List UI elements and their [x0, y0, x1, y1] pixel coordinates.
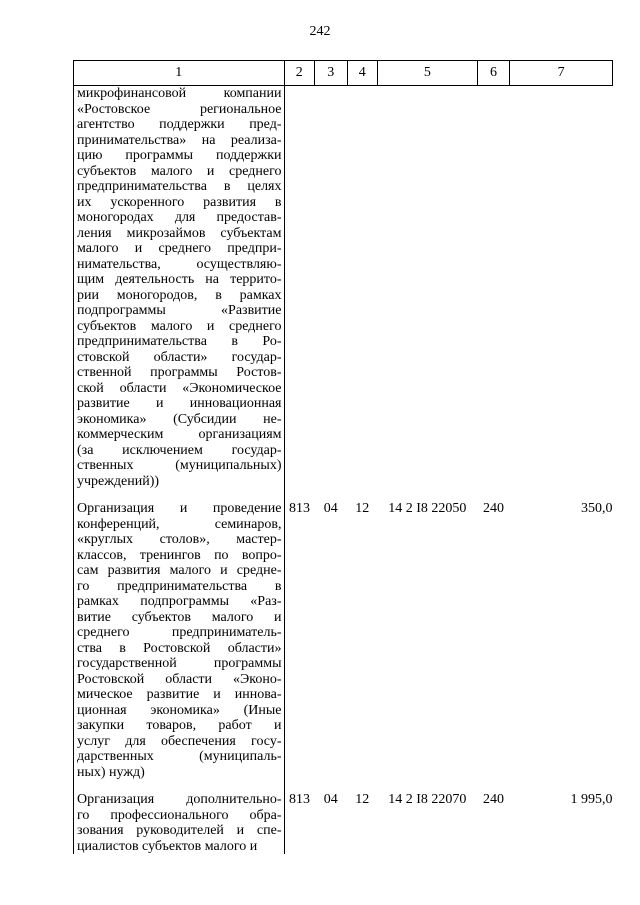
description-line: ственных (муниципальных) — [77, 458, 282, 473]
spacer-cell — [347, 489, 378, 501]
target-article-cell: 14 2 I8 22070 — [388, 792, 467, 807]
description-line: моногородах для предостав- — [77, 210, 282, 225]
description-line: дарственных (муниципаль- — [77, 749, 282, 764]
expense-type-cell: 240 — [482, 792, 504, 807]
header-col-2: 2 — [284, 61, 315, 86]
description-line: цию программы поддержки — [77, 148, 282, 163]
description-line: рамках подпрограммы «Раз- — [77, 594, 282, 609]
header-col-6: 6 — [477, 61, 510, 86]
header-col-7: 7 — [510, 61, 613, 86]
description-line: «Ростовское региональное — [77, 101, 282, 117]
description-line: агентство поддержки пред- — [77, 117, 282, 132]
description-line: ления микрозаймов субъектам — [77, 225, 282, 241]
description-line: подпрограммы «Развитие — [77, 303, 282, 318]
description-line: предпринимательства в целях — [77, 179, 282, 194]
table-body — [74, 86, 613, 855]
description-line: (за исключением государ- — [77, 442, 282, 458]
subsection-code-cell: 12 — [355, 792, 370, 807]
description-line: субъектов малого и среднего — [77, 163, 282, 179]
description-line: предпринимательства в Ро- — [77, 334, 282, 349]
description-line: экономика» (Субсидии не- — [77, 411, 282, 427]
ministry-code-cell — [284, 86, 315, 490]
description-line: циалистов субъектов малого и — [77, 838, 258, 854]
target-article-cell: 14 2 I8 22050 — [388, 501, 467, 516]
header-col-5: 5 — [378, 61, 478, 86]
description-line: ства в Ростовской области» — [77, 640, 282, 656]
description-line: нимательства, осуществляю- — [77, 256, 282, 272]
spacer-cell — [315, 780, 348, 792]
table-row — [74, 501, 613, 780]
description-line: среднего предприниматель- — [77, 625, 282, 640]
subsection-code-cell: 12 — [355, 501, 370, 516]
spacer-cell — [74, 489, 285, 501]
description-line: рии моногородов, в рамках — [77, 287, 282, 303]
description-line: го предпринимательства в — [77, 578, 282, 594]
section-code-cell: 04 — [323, 792, 338, 807]
table-row — [74, 792, 613, 854]
header-row — [74, 61, 613, 86]
expense-type-cell — [477, 86, 510, 490]
spacer-cell — [477, 780, 510, 792]
section-code-cell: 04 — [323, 501, 338, 516]
description-line: мическое развитие и иннова- — [77, 687, 282, 702]
row-spacer — [74, 780, 613, 792]
description-line: их ускоренного развития в — [77, 194, 282, 210]
spacer-cell — [347, 780, 378, 792]
ministry-code-cell: 813 — [289, 501, 310, 516]
page-number: 242 — [309, 24, 331, 39]
row-description — [74, 86, 284, 489]
description-line: субъектов малого и среднего — [77, 318, 282, 334]
description-line: ционная экономика» (Иные — [77, 702, 282, 718]
row-description-cell — [74, 501, 285, 780]
description-line: Организация дополнительно- — [77, 792, 282, 807]
spacer-cell — [74, 780, 285, 792]
description-line: ственной программы Ростов- — [77, 365, 282, 380]
description-line: ных) нужд) — [77, 764, 145, 780]
amount-cell — [510, 86, 613, 490]
row-description-cell — [74, 86, 285, 490]
description-line: го профессионального обра- — [77, 807, 282, 823]
description-line: Ростовской области «Эконо- — [77, 671, 282, 687]
description-line: зования руководителей и спе- — [77, 823, 282, 838]
spacer-cell — [510, 489, 613, 501]
description-line: щим деятельность на террито- — [77, 272, 282, 287]
description-line: закупки товаров, работ и — [77, 718, 282, 733]
spacer-cell — [315, 489, 348, 501]
expense-type-cell: 240 — [482, 501, 504, 516]
amount-cell: 350,0 — [581, 501, 613, 516]
spacer-cell — [284, 489, 315, 501]
budget-table — [73, 60, 613, 854]
table-row — [74, 86, 613, 490]
section-code-cell — [315, 86, 348, 490]
description-line: классов, тренингов по вопро- — [77, 547, 282, 563]
header-col-3: 3 — [315, 61, 348, 86]
spacer-cell — [510, 780, 613, 792]
description-line: микрофинансовой компании — [77, 86, 282, 101]
description-line: ской области «Экономическое — [77, 380, 282, 396]
spacer-cell — [284, 780, 315, 792]
spacer-cell — [378, 489, 478, 501]
description-line: сам развития малого и средне- — [77, 563, 282, 578]
description-line: услуг для обеспечения госу- — [77, 733, 282, 749]
description-line: государственной программы — [77, 656, 282, 671]
description-line: развитие и инновационная — [77, 396, 282, 411]
description-line: стовской области» государ- — [77, 349, 282, 365]
description-line: конференций, семинаров, — [77, 516, 282, 532]
description-line: витие субъектов малого и — [77, 609, 282, 625]
description-line: Организация и проведение — [77, 501, 282, 516]
description-line: «круглых столов», мастер- — [77, 532, 282, 547]
description-line: принимательства» на реализа- — [77, 132, 282, 148]
row-description-cell — [74, 792, 285, 854]
description-line: учреждений)) — [77, 473, 160, 489]
row-spacer — [74, 489, 613, 501]
target-article-cell — [378, 86, 478, 490]
header-col-1: 1 — [74, 61, 285, 86]
row-description — [74, 501, 284, 780]
ministry-code-cell: 813 — [289, 792, 310, 807]
spacer-cell — [477, 489, 510, 501]
header-col-4: 4 — [347, 61, 378, 86]
description-line: малого и среднего предпри- — [77, 241, 282, 256]
description-line: коммерческим организациям — [77, 427, 282, 442]
row-description — [74, 792, 284, 854]
spacer-cell — [378, 780, 478, 792]
amount-cell: 1 995,0 — [570, 792, 613, 807]
subsection-code-cell — [347, 86, 378, 490]
